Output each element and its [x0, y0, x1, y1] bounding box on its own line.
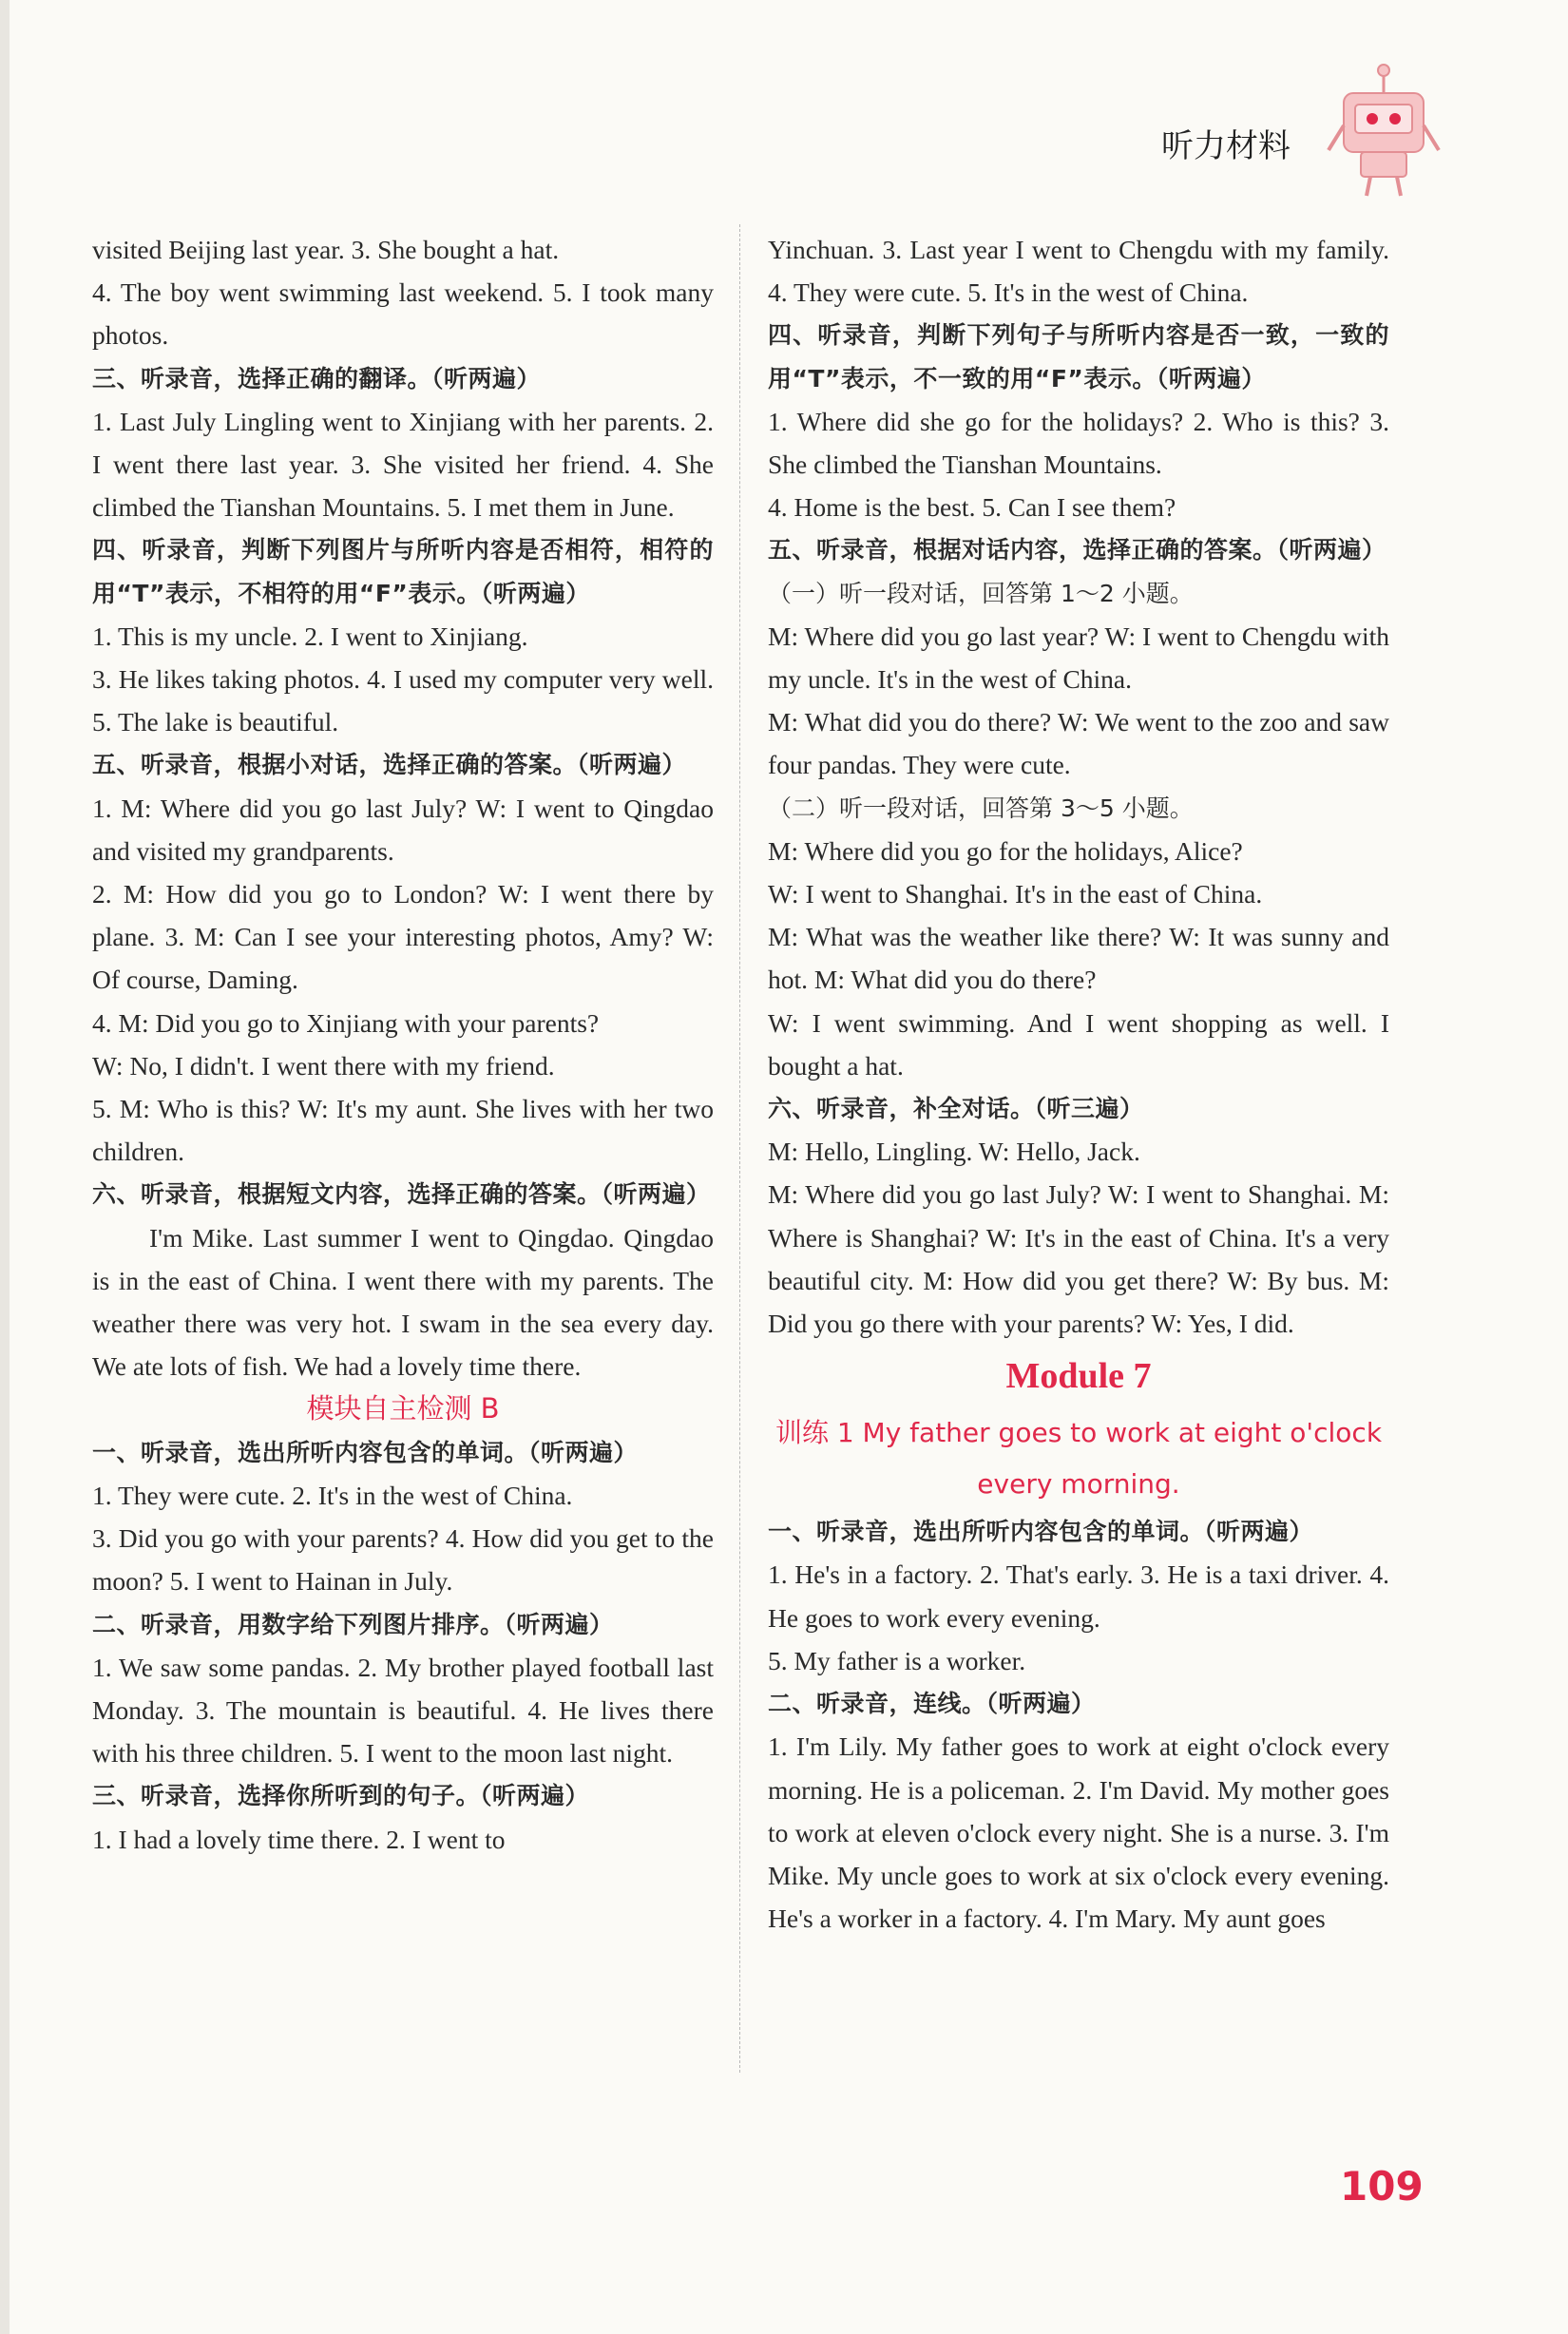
- text-line: Yinchuan. 3. Last year I went to Chengdu with my family. 4. They were cute. 5. It's in the west of China.: [768, 235, 1389, 308]
- left-column: [92, 228, 714, 1861]
- text-line: 4. The boy went swimming last weekend. 5. I took many photos.: [92, 277, 714, 351]
- module-title: Module 7: [1005, 1356, 1152, 1397]
- text-line: M: Where did you go last year? W: I went to Chengdu with my uncle. It's in the west of China.: [768, 621, 1389, 695]
- text-line: W: I went to Shanghai. It's in the east of China.: [768, 879, 1263, 909]
- section-heading: 二、听录音，用数字给下列图片排序。（听两遍）: [92, 1610, 614, 1638]
- training-title: 训练 1 My father goes to work at eight o'clock every morning.: [774, 1417, 1383, 1501]
- text-line: M: What was the weather like there? W: It was sunny and hot. M: What did you do there?: [768, 922, 1389, 995]
- section-heading: 六、听录音，补全对话。（听三遍）: [768, 1095, 1144, 1123]
- section-heading: 五、听录音，根据小对话，选择正确的答案。（听两遍）: [92, 751, 687, 779]
- text-line: 3. Did you go with your parents? 4. How did you get to the moon? 5. I went to Hainan in July.: [92, 1523, 714, 1597]
- page-edge: [0, 0, 10, 2334]
- text-line: W: I went swimming. And I went shopping as well. I bought a hat.: [768, 1007, 1389, 1081]
- text-line: 1. Where did she go for the holidays? 2. Who is this? 3. She climbed the Tianshan Mountains.: [768, 406, 1389, 480]
- sub-heading: （一）听一段对话，回答第 1～2 小题。: [768, 579, 1194, 607]
- passage-paragraph: I'm Mike. Last summer I went to Qingdao. Qingdao is in the east of China. I went there with my parents. The weather there was very hot. I swam in the sea every day. We ate lots of fish. We had a lovely time there.: [92, 1222, 714, 1382]
- text-line: 1. I'm Lily. My father goes to work at eight o'clock every morning. He is a policeman. 2. I'm David. My mother goes to work at eleven o'clock every night. She is a nurse. 3. I'm Mike. My uncle goes to work at six o'clock every evening. He's a worker in a factory. 4. I'm Mary. My aunt goes: [768, 1731, 1389, 1934]
- section-heading: 一、听录音，选出所听内容包含的单词。（听两遍）: [768, 1518, 1314, 1546]
- section-heading: 四、听录音，判断下列图片与所听内容是否相符，相符的用“T”表示，不相符的用“F”表示。（听两遍）: [92, 536, 714, 607]
- section-heading: 一、听录音，选出所听内容包含的单词。（听两遍）: [92, 1438, 639, 1466]
- text-line: 1. They were cute. 2. It's in the west of China.: [92, 1480, 573, 1510]
- header-title: 听力材料: [1161, 127, 1291, 165]
- text-line: 1. I had a lovely time there. 2. I went to: [92, 1824, 506, 1854]
- text-line: M: Hello, Lingling. W: Hello, Jack.: [768, 1137, 1140, 1167]
- column-divider: [739, 224, 740, 2073]
- page-number: 109: [1340, 2163, 1424, 2210]
- section-heading: 五、听录音，根据对话内容，选择正确的答案。（听两遍）: [768, 536, 1386, 564]
- test-title: 模块自主检测 B: [306, 1392, 500, 1425]
- text-line: M: Where did you go last July? W: I went to Shanghai. M: Where is Shanghai? W: It's in the east of China. It's a very beautiful city. M: How did you get there? W: By bus. M: Did you go there with your parents? W: Yes, I did.: [768, 1179, 1389, 1339]
- section-heading: 四、听录音，判断下列句子与所听内容是否一致，一致的用“T”表示，不一致的用“F”表示。（听两遍）: [768, 321, 1389, 392]
- text-line: 3. He likes taking photos. 4. I used my computer very well. 5. The lake is beautiful.: [92, 664, 714, 737]
- text-line: visited Beijing last year. 3. She bought a hat.: [92, 235, 560, 264]
- text-line: 5. My father is a worker.: [768, 1645, 1026, 1675]
- text-line: W: No, I didn't. I went there with my friend.: [92, 1050, 555, 1081]
- section-heading: 三、听录音，选择你所听到的句子。（听两遍）: [92, 1782, 590, 1810]
- text-line: 1. We saw some pandas. 2. My brother played football last Monday. 3. The mountain is beautiful. 4. He lives there with his three children. 5. I went to the moon last night.: [92, 1652, 714, 1769]
- text-line: 4. Home is the best. 5. Can I see them?: [768, 492, 1176, 523]
- text-line: M: What did you do there? W: We went to the zoo and saw four pandas. They were cute.: [768, 707, 1389, 780]
- sub-heading: （二）听一段对话，回答第 3～5 小题。: [768, 794, 1194, 822]
- text-line: 1. This is my uncle. 2. I went to Xinjiang.: [92, 621, 528, 651]
- text-line: 1. Last July Lingling went to Xinjiang with her parents. 2. I went there last year. 3. She visited her friend. 4. She climbed the Tianshan Mountains. 5. I met them in June.: [92, 406, 714, 523]
- text-line: 5. M: Who is this? W: It's my aunt. She lives with her two children.: [92, 1094, 714, 1167]
- text-line: 1. He's in a factory. 2. That's early. 3. He is a taxi driver. 4. He goes to work every evening.: [768, 1559, 1389, 1633]
- section-heading: 三、听录音，选择正确的翻译。（听两遍）: [92, 364, 542, 392]
- section-heading: 六、听录音，根据短文内容，选择正确的答案。（听两遍）: [92, 1180, 711, 1209]
- text-line: 4. M: Did you go to Xinjiang with your parents?: [92, 1007, 600, 1038]
- text-line: 2. M: How did you go to London? W: I went there by plane. 3. M: Can I see your interesting photos, Amy? W: Of course, Daming.: [92, 879, 714, 995]
- text-line: M: Where did you go for the holidays, Alice?: [768, 835, 1243, 866]
- text-line: 1. M: Where did you go last July? W: I went to Qingdao and visited my grandparents.: [92, 793, 714, 866]
- section-heading: 二、听录音，连线。（听两遍）: [768, 1690, 1096, 1718]
- robot-mascot-icon: [1323, 59, 1444, 201]
- right-column: [768, 228, 1389, 1940]
